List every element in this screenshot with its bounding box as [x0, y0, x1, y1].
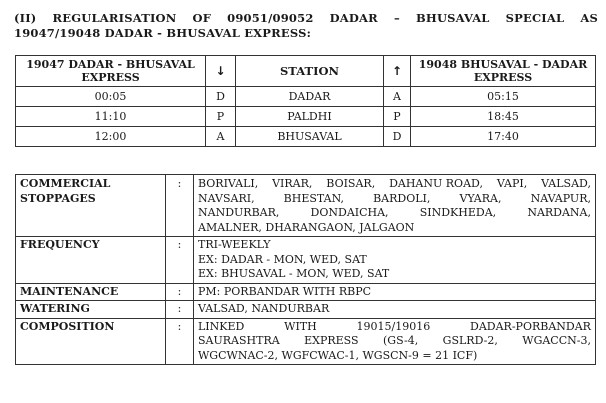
stoppage: DONDAICHA,: [310, 206, 389, 219]
stoppages-line: [198, 192, 591, 207]
heading-line-1: [14, 11, 598, 26]
down-time: 00:05: [16, 87, 206, 107]
up-time: 18:45: [411, 107, 596, 127]
colon: :: [166, 301, 194, 319]
down-code: D: [206, 87, 236, 107]
composition-line: [198, 320, 591, 335]
table-row: [16, 127, 596, 147]
stoppages-label-line: STOPPAGES: [20, 191, 96, 205]
composition-row: [16, 318, 596, 365]
composition-word: LINKED: [198, 319, 245, 333]
stoppages-line: [198, 177, 591, 192]
composition-label: COMPOSITION: [16, 318, 166, 365]
heading-word: DADAR: [329, 11, 378, 25]
heading-word: SPECIAL: [505, 11, 565, 25]
stoppage: BOISAR,: [326, 177, 376, 190]
composition-word: WGACCN-3,: [522, 334, 591, 347]
up-time: 17:40: [411, 127, 596, 147]
up-time: 05:15: [411, 87, 596, 107]
heading-word: (II): [14, 11, 37, 25]
stoppages-line: AMALNER, DHARANGAON, JALGAON: [198, 220, 415, 234]
table-row: [16, 107, 596, 127]
colon: :: [166, 175, 194, 237]
timetable: [15, 55, 596, 147]
down-time: 11:10: [16, 107, 206, 127]
up-train-header: 19048 BHUSAVAL - DADAR EXPRESS: [411, 56, 596, 87]
station-header: STATION: [236, 56, 384, 87]
stoppages-row: [16, 175, 596, 237]
station-name: DADAR: [236, 87, 384, 107]
heading-word: 09051/09052: [227, 11, 314, 25]
maintenance-value: PM: PORBANDAR WITH RBPC: [194, 283, 596, 301]
watering-row: [16, 301, 596, 319]
up-code: A: [384, 87, 411, 107]
station-name: BHUSAVAL: [236, 127, 384, 147]
composition-word: WITH: [284, 319, 317, 333]
stoppage: BARDOLI,: [373, 191, 431, 205]
heading-word: –: [393, 11, 400, 25]
stoppage: NAVAPUR,: [530, 191, 591, 205]
heading-word: AS: [580, 11, 598, 25]
frequency-label: FREQUENCY: [16, 237, 166, 284]
composition-word: EXPRESS: [304, 334, 359, 347]
stoppages-line: [198, 206, 591, 221]
colon: :: [166, 318, 194, 365]
stoppage: VAPI,: [496, 177, 528, 190]
composition-word: 19015/19016: [356, 319, 431, 333]
down-arrow-icon: ↓: [206, 56, 236, 87]
stoppage: VYARA,: [459, 191, 502, 205]
frequency-line: EX: BHUSAVAL - MON, WED, SAT: [198, 267, 390, 280]
table-row: [16, 87, 596, 107]
composition-line: WGCWNAC-2, WGFCWAC-1, WGSCN-9 = 21 ICF): [198, 348, 478, 362]
station-name: PALDHI: [236, 107, 384, 127]
stoppage: NARDANA,: [527, 206, 591, 219]
stoppages-value: [194, 175, 596, 237]
heading-word: REGULARISATION: [52, 11, 177, 25]
heading-word: BHUSAVAL: [415, 11, 490, 25]
heading-line-2: 19047/19048 DADAR - BHUSAVAL EXPRESS:: [14, 26, 312, 40]
frequency-row: [16, 237, 596, 284]
stoppage: BHESTAN,: [283, 191, 344, 205]
stoppage: NAVSARI,: [198, 191, 255, 205]
frequency-line: EX: DADAR - MON, WED, SAT: [198, 252, 367, 266]
details-table: [15, 174, 596, 365]
watering-value: VALSAD, NANDURBAR: [194, 301, 596, 319]
down-train-header: 19047 DADAR - BHUSAVAL EXPRESS: [16, 56, 206, 87]
watering-label: WATERING: [16, 301, 166, 319]
heading-word: OF: [192, 11, 212, 25]
colon: :: [166, 237, 194, 284]
composition-value: [194, 318, 596, 365]
composition-word: DADAR-PORBANDAR: [470, 319, 591, 333]
stoppage: SINDKHEDA,: [419, 206, 497, 219]
section-heading: [14, 11, 598, 41]
maintenance-row: [16, 283, 596, 301]
colon: :: [166, 283, 194, 301]
down-code: P: [206, 107, 236, 127]
down-time: 12:00: [16, 127, 206, 147]
stoppage: VIRAR,: [272, 177, 313, 190]
composition-line: [198, 334, 591, 349]
maintenance-label: MAINTENANCE: [16, 283, 166, 301]
stoppages-label-line: COMMERCIAL: [20, 177, 111, 190]
stoppage: VALSAD,: [541, 177, 591, 190]
down-code: A: [206, 127, 236, 147]
timetable-header-row: [16, 56, 596, 87]
composition-word: GSLRD-2,: [442, 334, 498, 347]
frequency-value: [194, 237, 596, 284]
composition-word: SAURASHTRA: [198, 334, 280, 347]
stoppage: DAHANU ROAD,: [389, 177, 483, 190]
stoppages-label: [16, 175, 166, 237]
up-code: D: [384, 127, 411, 147]
up-code: P: [384, 107, 411, 127]
composition-word: (GS-4,: [383, 334, 419, 347]
up-arrow-icon: ↑: [384, 56, 411, 87]
stoppage: BORIVALI,: [198, 177, 259, 190]
stoppage: NANDURBAR,: [198, 206, 280, 219]
frequency-line: TRI-WEEKLY: [198, 238, 271, 251]
